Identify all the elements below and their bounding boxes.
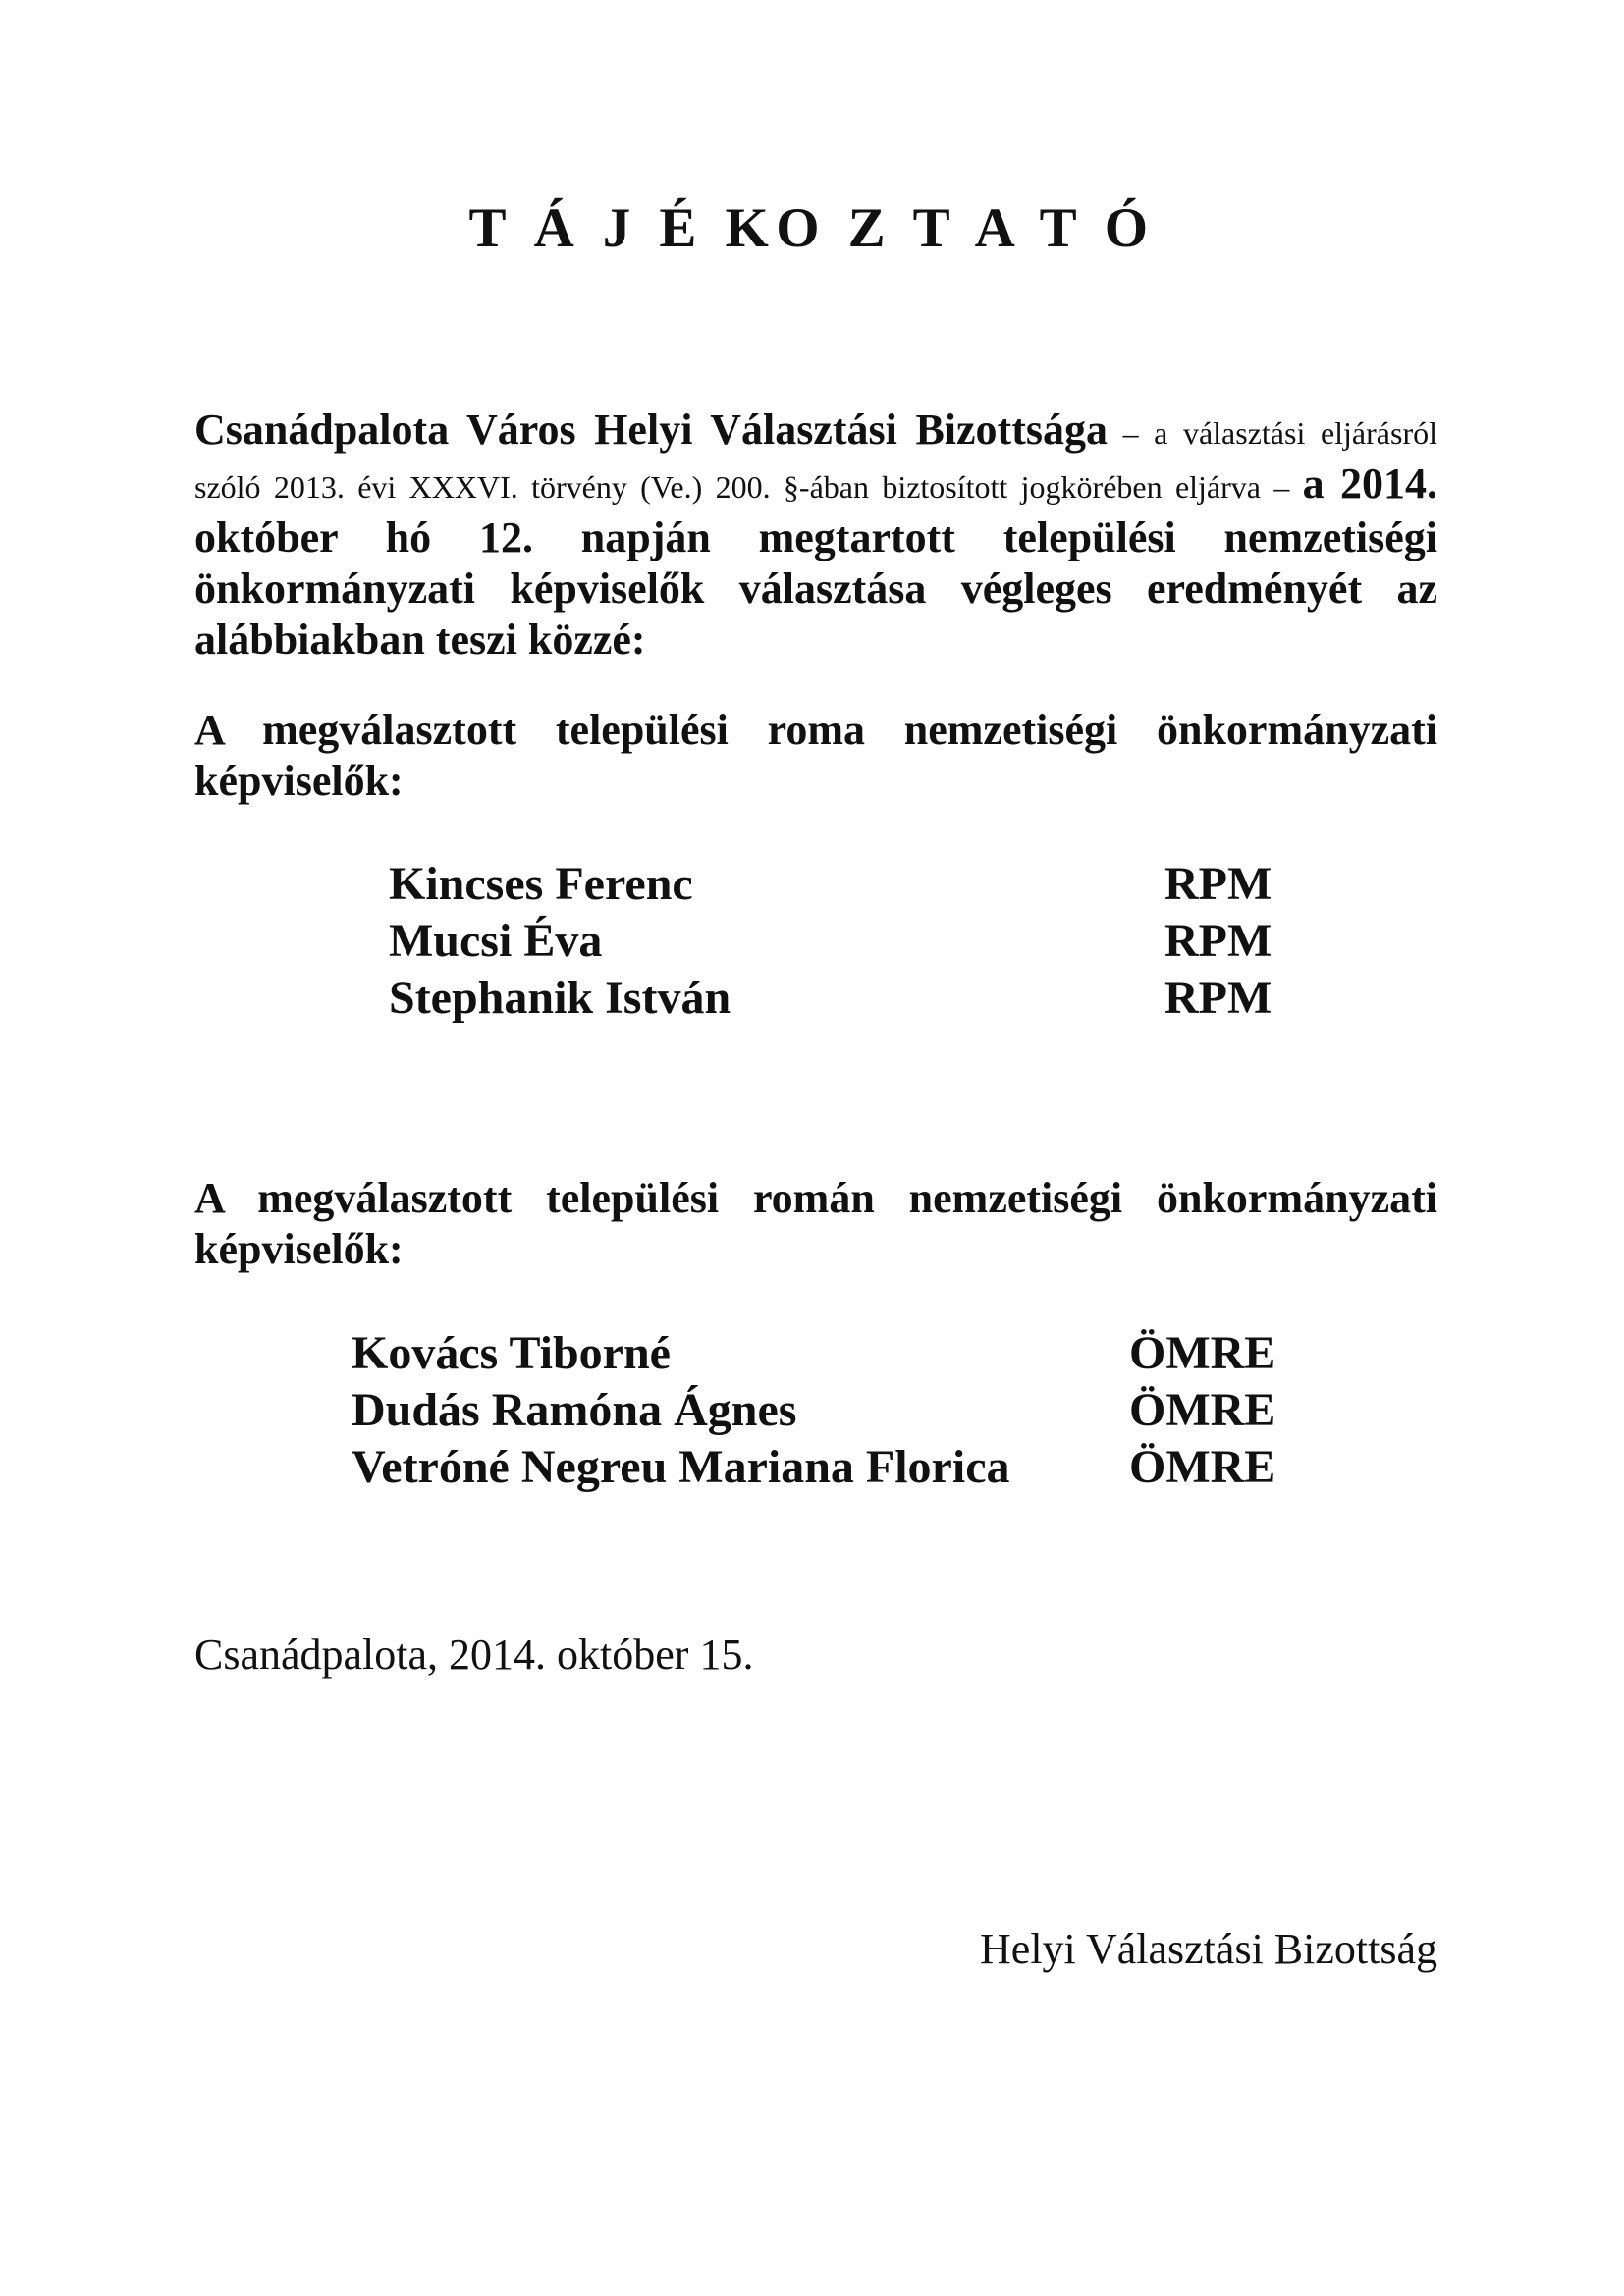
member-name: Stephanik István: [389, 972, 731, 1024]
roma-members-list: [389, 856, 1280, 1027]
roma-section-heading: A megválasztott települési roma nemzetiségi önkormányzati képviselők:: [194, 706, 1437, 805]
member-party: RPM: [1164, 972, 1272, 1024]
intro-paragraph: [194, 404, 1437, 666]
member-party: ÖMRE: [1129, 1384, 1276, 1436]
signature: Helyi Választási Bizottság: [980, 1925, 1437, 1973]
member-party: RPM: [1164, 915, 1272, 967]
list-item: [352, 1325, 1284, 1382]
list-item: [352, 1382, 1284, 1439]
legal-basis: – a választási eljárásról szóló 2013. évi XXXVI. törvény (Ve.) 200. §-ában biztosított jogkörében eljárva –: [194, 415, 1437, 505]
announcement-text: a 2014. október hó 12. napján megtartott települési nemzetiségi önkormányzati képviselők választása végleges eredményét az alábbiakban teszi közzé:: [194, 459, 1438, 664]
member-party: ÖMRE: [1129, 1441, 1276, 1493]
list-item: [352, 1439, 1284, 1496]
member-party: RPM: [1164, 858, 1272, 910]
list-item: [389, 970, 1280, 1027]
roman-section-heading: A megválasztott települési román nemzetiségi önkormányzati képviselők:: [194, 1174, 1437, 1273]
roman-members-list: [352, 1325, 1284, 1496]
member-name: Mucsi Éva: [389, 915, 603, 967]
member-name: Kovács Tiborné: [352, 1327, 671, 1379]
place-and-date: Csanádpalota, 2014. október 15.: [194, 1630, 754, 1679]
document-title: T Á J É KO Z T A T Ó: [468, 197, 1156, 259]
member-name: Kincses Ferenc: [389, 858, 693, 910]
list-item: [389, 913, 1280, 970]
list-item: [389, 856, 1280, 913]
committee-name: Csanádpalota Város Helyi Választási Bizottsága: [194, 405, 1108, 454]
member-name: Vetróné Negreu Mariana Florica: [352, 1441, 1010, 1493]
member-name: Dudás Ramóna Ágnes: [352, 1384, 797, 1436]
member-party: ÖMRE: [1129, 1327, 1276, 1379]
